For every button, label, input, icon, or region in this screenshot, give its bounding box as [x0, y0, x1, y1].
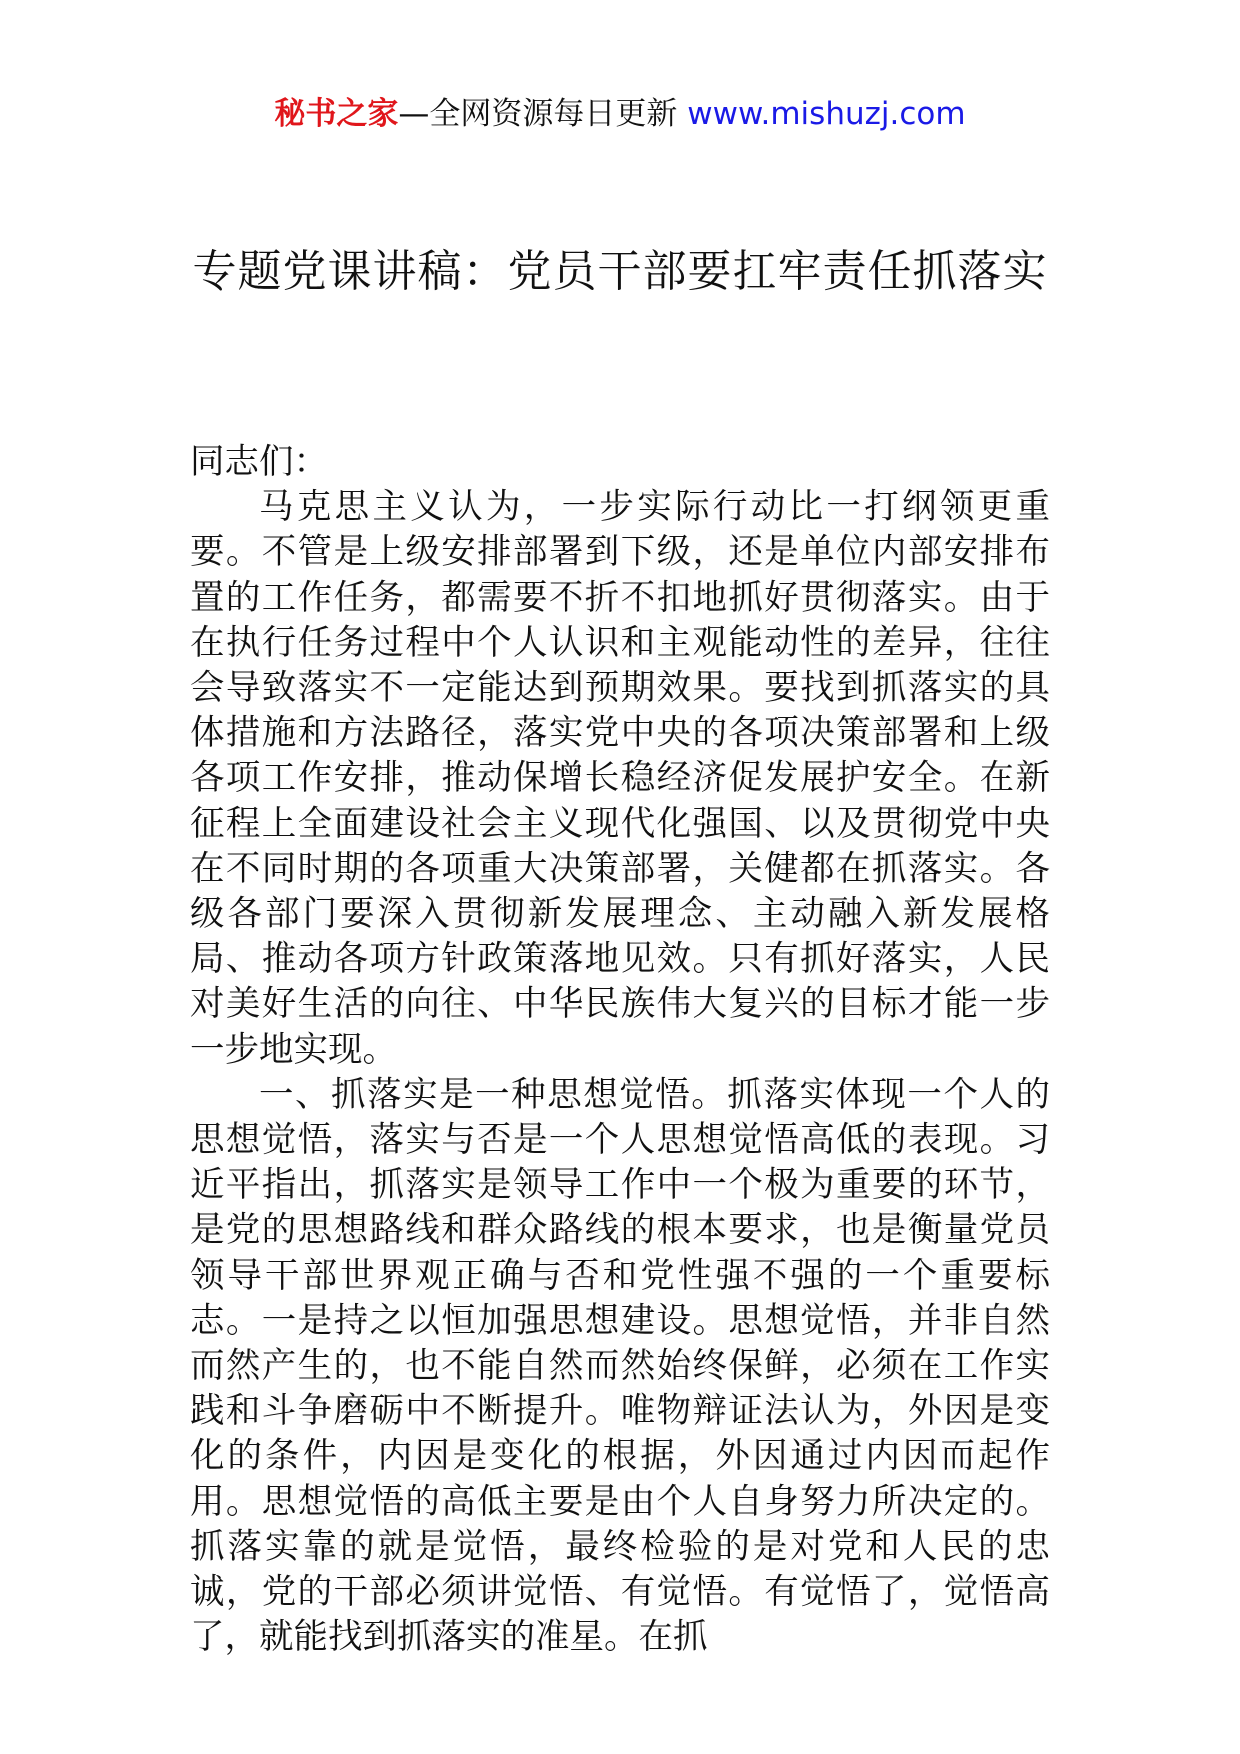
- site-url-link[interactable]: www.mishuzj.com: [687, 96, 966, 132]
- site-slogan: —全网资源每日更新: [398, 96, 678, 132]
- site-banner: [0, 92, 1240, 136]
- site-brand: 秘书之家: [274, 96, 399, 132]
- salutation: 同志们：: [190, 442, 328, 482]
- body-paragraph-2: 一、抓落实是一种思想觉悟。抓落实体现一个人的思想觉悟，落实与否是一个人思想觉悟高低的表现。习近平指出，抓落实是领导工作中一个极为重要的环节，是党的思想路线和群众路线的根本要求，也是衡量党员领导干部世界观正确与否和党性强不强的一个重要标志。一是持之以恒加强思想建设。思想觉悟，并非自然而然产生的，也不能自然而然始终保鲜，必须在工作实践和斗争磨砺中不断提升。唯物辩证法认为，外因是变化的条件，内因是变化的根据，外因通过内因而起作用。思想觉悟的高低主要是由个人自身努力所决定的。抓落实靠的就是觉悟，最终检验的是对党和人民的忠诚，党的干部必须讲觉悟、有觉悟。有觉悟了，觉悟高了，就能找到抓落实的准星。在抓: [190, 1074, 1050, 1658]
- document-title: 专题党课讲稿：党员干部要扛牢责任抓落实: [192, 246, 1048, 297]
- body-paragraph-1: 马克思主义认为，一步实际行动比一打纲领更重要。不管是上级安排部署到下级，还是单位内部安排布置的工作任务，都需要不折不扣地抓好贯彻落实。由于在执行任务过程中个人认识和主观能动性的差异，往往会导致落实不一定能达到预期效果。要找到抓落实的具体措施和方法路径，落实党中央的各项决策部署和上级各项工作安排，推动保增长稳经济促发展护安全。在新征程上全面建设社会主义现代化强国、以及贯彻党中央在不同时期的各项重大决策部署，关健都在抓落实。各级各部门要深入贯彻新发展理念、主动融入新发展格局、推动各项方针政策落地见效。只有抓好落实，人民对美好生活的向往、中华民族伟大复兴的目标才能一步一步地实现。: [190, 487, 1050, 1070]
- document-body: [190, 440, 1050, 1660]
